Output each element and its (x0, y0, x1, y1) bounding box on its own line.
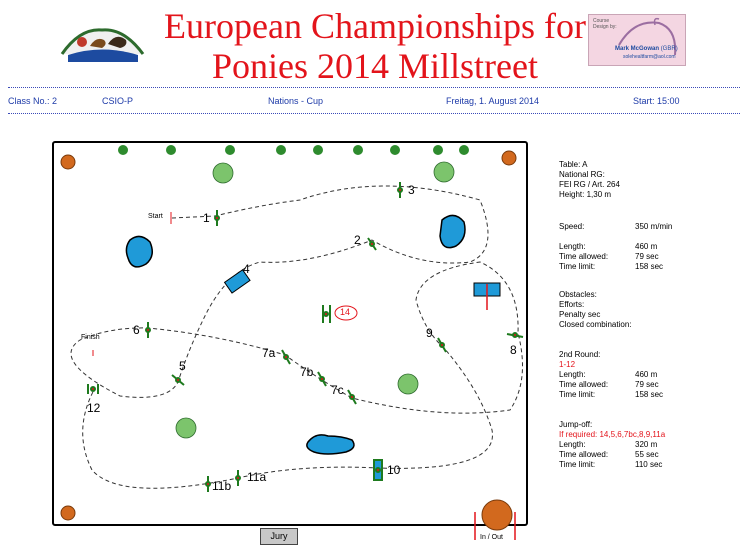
obstacle-label-7c: 7c (331, 383, 344, 397)
competition-date: Freitag, 1. August 2014 (446, 96, 540, 106)
designer-country: (GBR) (660, 46, 678, 52)
efforts-label: Efforts: (559, 300, 585, 309)
time-limit-label: Time limit: (559, 390, 596, 399)
time-allowed-value: 79 sec (635, 252, 659, 261)
obstacles-label: Obstacles: (559, 290, 597, 299)
umbrella-icon (61, 155, 75, 169)
jump-5-icon (172, 375, 184, 385)
national-rg: National RG: (559, 170, 605, 179)
obstacle-label-10: 10 (387, 463, 401, 477)
time-allowed-label: Time allowed: (559, 380, 609, 389)
info-panel (559, 160, 620, 200)
designer-name-text: Mark McGowan (615, 46, 660, 52)
time-allowed-value: 79 sec (635, 380, 659, 389)
designer-email: solehealtfarm@aol.com (623, 54, 676, 60)
obstacle-label-5: 5 (179, 359, 186, 373)
tree-icon (353, 145, 363, 155)
obstacle-label-7a: 7a (262, 346, 276, 360)
class-number: Class No.: 2 (8, 96, 58, 106)
round2-label: 2nd Round: (559, 350, 601, 359)
round2-info (559, 350, 663, 400)
jump-7b-icon (318, 372, 326, 386)
obstacle-label-12: 12 (87, 401, 101, 415)
water-pond-icon (126, 236, 152, 266)
jump-7a-icon (282, 350, 290, 364)
time-limit-label: Time limit: (559, 262, 596, 271)
tree-icon (166, 145, 176, 155)
obstacles-info (559, 290, 631, 330)
jumpoff-label: Jump-off: (559, 420, 593, 429)
bush-icon (398, 374, 418, 394)
speed-label: Speed: (559, 222, 585, 231)
obstacle-label-8: 8 (510, 343, 517, 357)
jury-box: Jury (260, 528, 298, 545)
obstacle-label-4: 4 (243, 262, 250, 276)
tree-icon (313, 145, 323, 155)
time-limit-label: Time limit: (559, 460, 596, 469)
time-allowed-label: Time allowed: (559, 450, 609, 459)
in-out-label: In / Out (480, 534, 503, 541)
time-limit-value: 158 sec (635, 262, 664, 271)
height: Height: 1,30 m (559, 190, 612, 199)
fei-rg: FEI RG / Art. 264 (559, 180, 620, 189)
time-allowed-label: Time allowed: (559, 252, 609, 261)
time-allowed-value: 55 sec (635, 450, 659, 459)
title-line-2: Ponies 2014 Millstreet (212, 46, 538, 86)
speed-value: 350 m/min (635, 222, 673, 231)
obstacle-label-1: 1 (203, 211, 210, 225)
bush-icon (176, 418, 196, 438)
tree-group (118, 145, 469, 155)
jump-7c-icon (348, 390, 356, 404)
time-limit-value: 158 sec (635, 390, 664, 399)
title-line-1: European Championships for (164, 6, 586, 46)
closed-combination-label: Closed combination: (559, 320, 632, 329)
obstacle-label-11a: 11a (247, 470, 267, 484)
tree-icon (225, 145, 235, 155)
length-label: Length: (559, 242, 586, 251)
jump-14-icon (323, 305, 330, 323)
jumpoff-info (559, 420, 665, 470)
obstacle-label-9: 9 (426, 326, 433, 340)
obstacle-label-2: 2 (354, 233, 361, 247)
round2-jumps: 1-12 (559, 360, 576, 369)
competition-name: Nations - Cup (268, 96, 324, 106)
tree-icon (390, 145, 400, 155)
length-label: Length: (559, 370, 586, 379)
length-value: 320 m (635, 440, 658, 449)
time-limit-value: 110 sec (635, 460, 663, 469)
start-time: Start: 15:00 (633, 96, 680, 106)
big-umbrella-icon (482, 500, 512, 530)
tree-icon (276, 145, 286, 155)
bush-icon (434, 162, 454, 182)
bush-icon (213, 163, 233, 183)
obstacle-label-11b: 11b (212, 479, 232, 493)
round1-stats (559, 242, 663, 272)
designer-label: Course Design by: (593, 18, 617, 30)
obstacle-label-7b: 7b (300, 365, 314, 379)
jump-8-icon (507, 333, 523, 337)
tree-icon (118, 145, 128, 155)
water-pond-icon (440, 215, 465, 247)
start-label: Start (148, 213, 163, 220)
jump-10-icon (374, 460, 382, 480)
competition-type: CSIO-P (102, 96, 134, 106)
speed-row (559, 222, 672, 232)
length-value: 460 m (635, 242, 658, 251)
obstacle-label-3: 3 (408, 183, 415, 197)
umbrella-icon (502, 151, 516, 165)
jump-9-icon (438, 338, 446, 352)
length-value: 460 m (635, 370, 658, 379)
finish-label: Finish (81, 334, 100, 341)
jump-3-icon (398, 182, 402, 198)
jump-11b-icon (206, 476, 210, 492)
jump-1-icon (215, 210, 219, 226)
tree-icon (433, 145, 443, 155)
table-type: Table: A (559, 160, 588, 169)
length-label: Length: (559, 440, 586, 449)
jump-11a-icon (236, 470, 240, 486)
obstacle-label-14: 14 (340, 307, 351, 317)
jump-6-icon (146, 322, 150, 338)
tree-icon (459, 145, 469, 155)
jumpoff-jumps: If required: 14,5,6,7bc,8,9,11a (559, 430, 666, 439)
obstacle-label-6: 6 (133, 323, 140, 337)
umbrella-icon (61, 506, 75, 520)
water-pond-icon (307, 435, 354, 454)
penalty-label: Penalty sec (559, 310, 601, 319)
